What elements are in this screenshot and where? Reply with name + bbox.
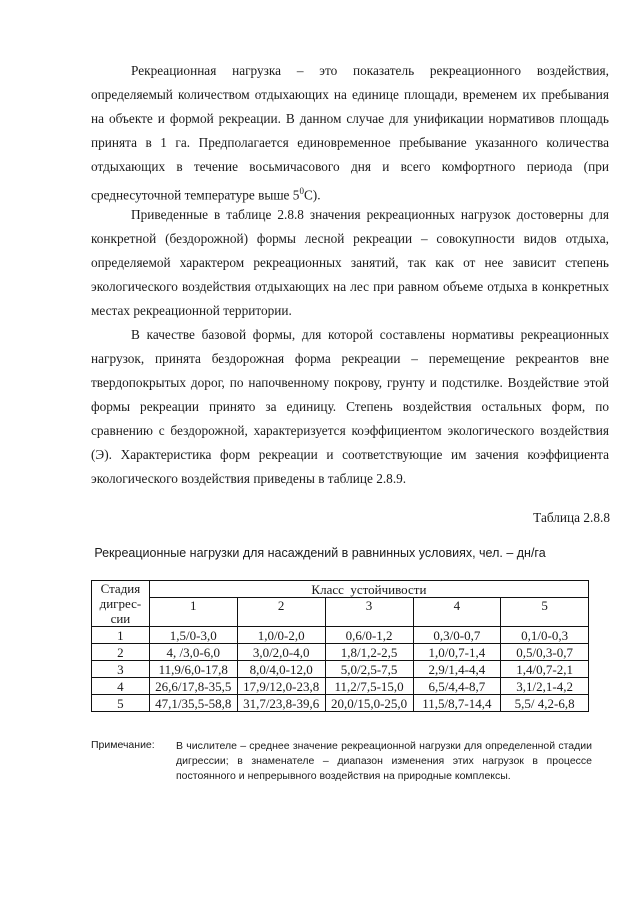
table-class-row [92, 598, 589, 610]
value-cell: 17,9/12,0-23,8 [237, 678, 325, 695]
class-label-cell: 5 [501, 598, 589, 627]
table-title: Рекреационные нагрузки для насаждений в равнинных условиях, чел. – дн/га [94, 546, 546, 560]
paragraph-text: Рекреационная нагрузка – это показатель рекреационного воздействия, определяемый количеством отдыхающих на единице площади, временем их пребывания на объекте и формой рекреации. В данном случае для унификации нормативов площадь принята в 1 га. Предполагается единовременное пребывание указанного количества отдыхающих в течение восьмичасового дня и всего комфортного периода (при среднесуточной температуре выше 5 [91, 63, 609, 203]
header-stage-line-3: сии [110, 611, 131, 626]
value-cell: 0,5/0,3-0,7 [501, 644, 589, 661]
value-cell: 1,0/0-2,0 [237, 627, 325, 644]
table-number-label: Таблица 2.8.8 [533, 510, 610, 525]
value-cell: 47,1/35,5-58,8 [149, 695, 237, 712]
header-stage-line-2: дигрес- [99, 596, 142, 611]
value-cell: 1,5/0-3,0 [149, 627, 237, 644]
class-label-cell: 2 [237, 598, 325, 627]
value-cell: 11,9/6,0-17,8 [149, 661, 237, 678]
value-cell: 5,0/2,5-7,5 [325, 661, 413, 678]
value-cell: 20,0/15,0-25,0 [325, 695, 413, 712]
note-text: В числителе – среднее значение рекреационной нагрузки для определенной стадии дигрессии; в знаменателе – диапазон изменения этих нагрузок в процессе постоянного и непрерывного воздействия на природные комплексы. [176, 740, 592, 782]
value-cell: 11,2/7,5-15,0 [325, 678, 413, 695]
paragraph-table-reference: Приведенные в таблице 2.8.8 значения рекреационных нагрузок достоверны для конкретной (бездорожной) формы лесной рекреации – совокупности видов отдыха, определяемой характером рекреационных занятий, так как от нее зависит степень экологического воздействия отдыхающих на лес при равном объеме отдыха в конкретных местах рекреационной территории. [91, 207, 609, 318]
value-cell: 1,8/1,2-2,5 [325, 644, 413, 661]
stage-cell: 2 [92, 644, 150, 661]
value-cell: 11,5/8,7-14,4 [413, 695, 501, 712]
table-row [92, 644, 589, 661]
value-cell: 1,4/0,7-2,1 [501, 661, 589, 678]
table-header-row [92, 581, 589, 598]
stage-cell: 1 [92, 627, 150, 644]
value-cell: 26,6/17,8-35,5 [149, 678, 237, 695]
stage-cell: 4 [92, 678, 150, 695]
header-stage-line-1: Стадия [100, 581, 141, 596]
recreational-load-table [91, 580, 589, 712]
value-cell: 0,1/0-0,3 [501, 627, 589, 644]
value-cell: 3,0/2,0-4,0 [237, 644, 325, 661]
value-cell: 6,5/4,4-8,7 [413, 678, 501, 695]
value-cell: 2,9/1,4-4,4 [413, 661, 501, 678]
table-row [92, 695, 589, 712]
paragraph-base-form: В качестве базовой формы, для которой составлены нормативы рекреационных нагрузок, принята бездорожная форма рекреации – перемещение рекреантов вне твердопокрытых дорог, по напочвенному покрову, грунту и подстилке. Воздействие этой формы рекреации принято за единицу. Степень воздействия остальных форм, по сравнению с бездорожной, характеризуется коэффициентом экологического воздействия (Э). Характеристика форм рекреации и соответствующие им зачения коэффициента экологического воздействия приведены в таблице 2.8.9. [91, 327, 609, 486]
stage-cell: 5 [92, 695, 150, 712]
paragraph-definition [91, 59, 609, 207]
table-row [92, 627, 589, 644]
stage-cell: 3 [92, 661, 150, 678]
value-cell: 8,0/4,0-12,0 [237, 661, 325, 678]
class-label-cell: 4 [413, 598, 501, 627]
value-cell: 5,5/ 4,2-6,8 [501, 695, 589, 712]
value-cell: 3,1/2,1-4,2 [501, 678, 589, 695]
note-label: Примечание: [91, 739, 155, 751]
value-cell: 0,6/0-1,2 [325, 627, 413, 644]
table-row [92, 678, 589, 695]
class-label-cell: 3 [325, 598, 413, 627]
value-cell: 1,0/0,7-1,4 [413, 644, 501, 661]
header-class-cell: Класс устойчивости [149, 581, 588, 598]
header-stage-cell [92, 581, 150, 627]
value-cell: 4, /3,0-6,0 [149, 644, 237, 661]
class-label-cell: 1 [149, 598, 237, 627]
value-cell: 0,3/0-0,7 [413, 627, 501, 644]
degree-superscript: 0 [299, 186, 304, 196]
value-cell: 31,7/23,8-39,6 [237, 695, 325, 712]
paragraph-text-end: С). [303, 187, 321, 203]
table-row [92, 661, 589, 678]
